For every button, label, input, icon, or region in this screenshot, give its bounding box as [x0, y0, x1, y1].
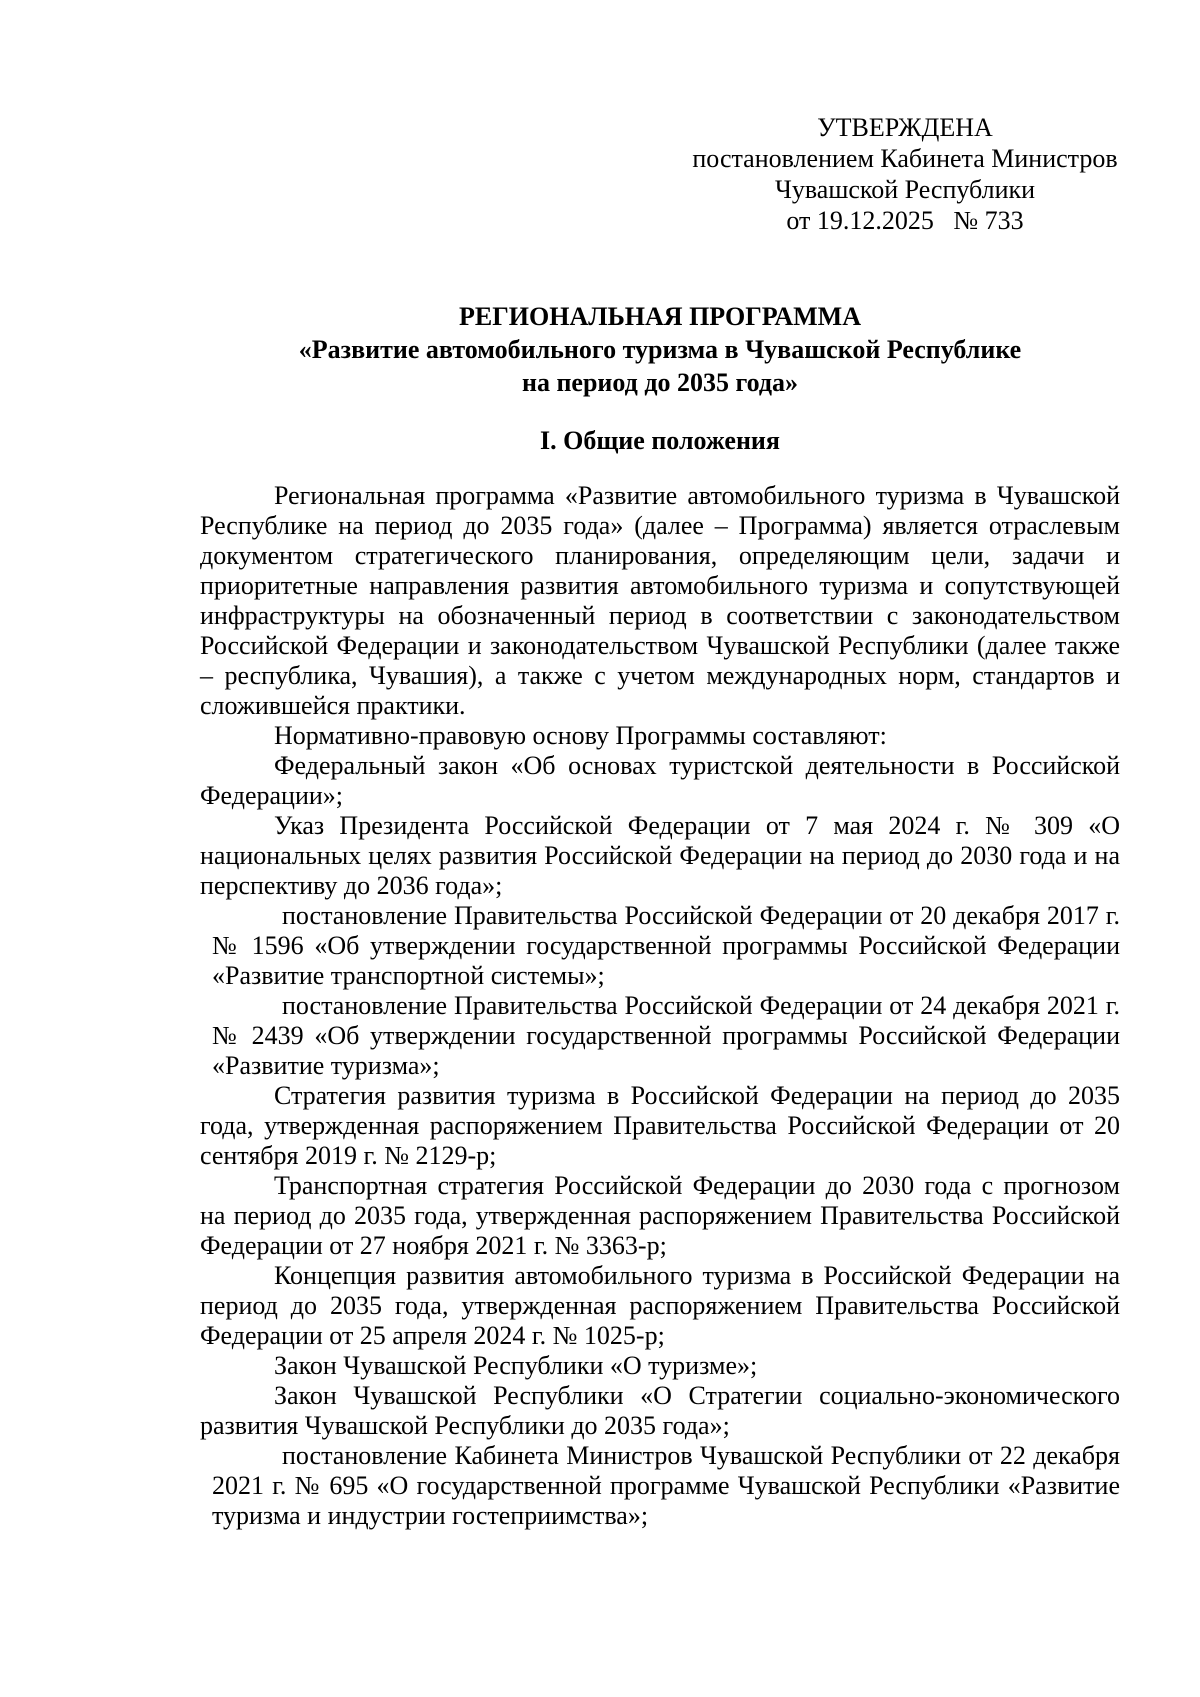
paragraph: постановление Правительства Российской Федерации от 24 декабря 2021 г. № 2439 «Об утверждении государственной программы Российской Федерации «Развитие туризма»;: [212, 991, 1120, 1080]
approval-date-number: от 19.12.2025 № 733: [786, 206, 1024, 235]
approval-status: УТВЕРЖДЕНА: [817, 113, 993, 142]
section-body: [200, 481, 1120, 1531]
paragraph: Указ Президента Российской Федерации от 7 мая 2024 г. № 309 «О национальных целях развития Российской Федерации на период до 2030 года и на перспективу до 2036 года»;: [200, 811, 1120, 900]
title-line-1: РЕГИОНАЛЬНАЯ ПРОГРАММА: [459, 302, 861, 331]
approval-region: Чувашской Республики: [774, 175, 1036, 204]
paragraph: Региональная программа «Развитие автомобильного туризма в Чувашской Республике на период до 2035 года» (далее – Программа) является отраслевым документом стратегического планирования, определяющим цели, задачи и приоритетные направления развития автомобильного туризма и сопутствующей инфраструктуры на обозначенный период в соответствии с законодательством Российской Федерации и законодательством Чувашской Республики (далее также – республика, Чувашия), а также с учетом международных норм, стандартов и сложившейся практики.: [200, 481, 1120, 720]
title-line-2: «Развитие автомобильного туризма в Чувашской Республике: [298, 335, 1022, 364]
paragraph: Нормативно-правовую основу Программы составляют:: [274, 721, 887, 750]
title-line-3: на период до 2035 года»: [521, 368, 799, 397]
paragraph: Закон Чувашской Республики «О туризме»;: [274, 1351, 758, 1380]
paragraph: Транспортная стратегия Российской Федерации до 2030 года с прогнозом на период до 2035 года, утвержденная распоряжением Правительства Российской Федерации от 27 ноября 2021 г. № 3363-р;: [200, 1171, 1120, 1260]
section-heading: I. Общие положения: [540, 426, 780, 455]
approval-authority: постановлением Кабинета Министров: [692, 144, 1118, 173]
paragraph: постановление Кабинета Министров Чувашской Республики от 22 декабря 2021 г. № 695 «О государственной программе Чувашской Республики «Развитие туризма и индустрии гостеприимства»;: [212, 1441, 1120, 1530]
paragraph: Закон Чувашской Республики «О Стратегии социально-экономического развития Чувашской Республики до 2035 года»;: [200, 1381, 1120, 1440]
paragraph: Стратегия развития туризма в Российской Федерации на период до 2035 года, утвержденная распоряжением Правительства Российской Федерации от 20 сентября 2019 г. № 2129-р;: [200, 1081, 1120, 1170]
paragraph: Концепция развития автомобильного туризма в Российской Федерации на период до 2035 года, утвержденная распоряжением Правительства Российской Федерации от 25 апреля 2024 г. № 1025-р;: [200, 1261, 1120, 1350]
paragraph: постановление Правительства Российской Федерации от 20 декабря 2017 г. № 1596 «Об утверждении государственной программы Российской Федерации «Развитие транспортной системы»;: [212, 901, 1120, 990]
paragraph: Федеральный закон «Об основах туристской деятельности в Российской Федерации»;: [200, 751, 1120, 810]
approval-stamp: [680, 112, 1130, 236]
document-title: [200, 300, 1120, 399]
